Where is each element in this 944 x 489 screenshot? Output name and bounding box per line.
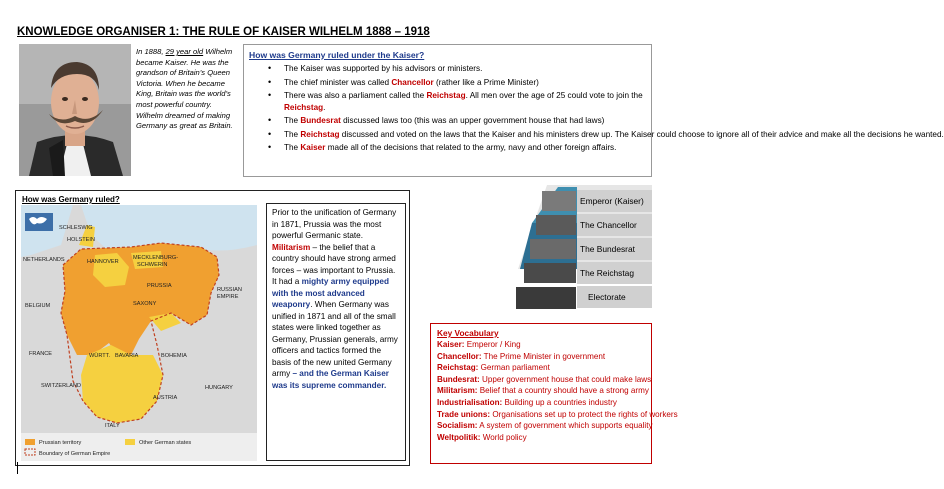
rule-list	[244, 60, 944, 154]
svg-text:MECKLENBURG-: MECKLENBURG-	[133, 255, 179, 261]
rule-box-heading: How was Germany ruled under the Kaiser?	[249, 50, 425, 60]
key-vocabulary-box	[430, 323, 678, 464]
rule-of-germany-box	[243, 44, 944, 177]
prussia-text-box: Prior to the unification of Germany in 1871, Prussia was the most powerful Germanic state. Militarism – the belief that a country should have strong armed forces – was important to Prussia. It had a mighty army equipped with the most advanced weaponry. When Germany was unified in 1871 and all of the small states were linked together as Germany, Prussian generals, army officers and tactics formed the basis of the new united Germany army – and the German Kaiser was its supreme commander.	[266, 203, 406, 461]
government-pyramid	[502, 183, 652, 315]
svg-text:HANNOVER: HANNOVER	[87, 259, 119, 265]
svg-text:EMPIRE: EMPIRE	[217, 294, 239, 300]
svg-text:ITALY: ITALY	[105, 423, 120, 429]
svg-text:SWITZERLAND: SWITZERLAND	[41, 383, 82, 389]
svg-text:PRUSSIA: PRUSSIA	[147, 283, 172, 289]
page-title: KNOWLEDGE ORGANISER 1: THE RULE OF KAISER WILHELM 1888 – 1918	[17, 26, 430, 38]
vocab-row: Socialism: A system of government which supports equality	[437, 421, 653, 431]
vocab-row: Trade unions: Organisations set up to protect the rights of workers	[437, 409, 678, 419]
vocab-row: Weltpolitik: World policy	[437, 432, 527, 442]
svg-text:Boundary of German Empire: Boundary of German Empire	[39, 451, 111, 457]
germany-map	[21, 205, 257, 461]
pyramid-level-reichstag: The Reichstag	[580, 268, 634, 278]
list-item: • The Bundesrat discussed laws too (this was an upper government house that had laws)	[244, 115, 651, 127]
list-item: • The Kaiser was supported by his advisors or ministers.	[244, 63, 651, 75]
list-item: • The Reichstag discussed and voted on the laws that the Kaiser and his ministers drew up. The Kaiser could choose to ignore all of their advice and make all the decisions he wanted.	[244, 129, 651, 141]
list-item: • There was also a parliament called the Reichstag. All men over the age of 25 could vote to join the Reichstag.	[244, 90, 651, 113]
svg-text:SAXONY: SAXONY	[133, 301, 157, 307]
vocab-row: Kaiser: Emperor / King	[437, 340, 521, 349]
pyramid-level-bundesrat: The Bundesrat	[580, 244, 635, 254]
svg-text:RUSSIAN: RUSSIAN	[217, 287, 242, 293]
svg-text:HUNGARY: HUNGARY	[205, 385, 233, 391]
vocab-row: Reichstag: German parliament	[437, 363, 550, 373]
svg-text:FRANCE: FRANCE	[29, 351, 52, 357]
svg-text:BOHEMIA: BOHEMIA	[161, 353, 187, 359]
svg-text:HOLSTEIN: HOLSTEIN	[67, 237, 95, 243]
vocab-row: Militarism: Belief that a country should have a strong army	[437, 386, 649, 396]
text-cursor[interactable]	[17, 462, 18, 474]
svg-text:SCHLESWIG: SCHLESWIG	[59, 225, 93, 231]
germany-map-section	[15, 190, 410, 466]
pyramid-level-chancellor: The Chancellor	[580, 220, 637, 230]
vocab-row: Chancellor: The Prime Minister in government	[437, 351, 606, 361]
age-highlight: 29 year old	[165, 47, 204, 56]
map-heading: How was Germany ruled?	[22, 195, 120, 204]
vocabulary-heading: Key Vocabulary	[437, 328, 499, 338]
svg-text:SCHWERIN: SCHWERIN	[137, 262, 168, 268]
list-item: • The Kaiser made all of the decisions that related to the army, navy and other foreign affairs.	[244, 142, 651, 154]
svg-text:BAVARIA: BAVARIA	[115, 353, 139, 359]
svg-text:Other German states: Other German states	[139, 440, 192, 446]
svg-text:WÜRTT.: WÜRTT.	[89, 353, 111, 359]
list-item: • The chief minister was called Chancellor (rather like a Prime Minister)	[244, 77, 651, 89]
intro-paragraph: In 1888, 29 year old Wilhelm became Kaiser. He was the grandson of Britain’s Queen Victoria. When he became King, Britain was the world’s most powerful country. Wilhelm dreamed of making Germany as great as Britain.	[136, 47, 233, 131]
pyramid-level-electorate: Electorate	[588, 292, 626, 302]
svg-text:NETHERLANDS: NETHERLANDS	[23, 257, 65, 263]
svg-text:AUSTRIA: AUSTRIA	[153, 395, 178, 401]
vocab-row: Industrialisation: Building up a countries industry	[437, 397, 617, 407]
vocab-row: Bundesrat: Upper government house that could make laws	[437, 374, 652, 384]
kaiser-portrait-image	[19, 44, 131, 176]
pyramid-level-emperor: Emperor (Kaiser)	[580, 196, 644, 206]
svg-text:Prussian territory: Prussian territory	[39, 440, 82, 446]
svg-text:BELGIUM: BELGIUM	[25, 303, 51, 309]
